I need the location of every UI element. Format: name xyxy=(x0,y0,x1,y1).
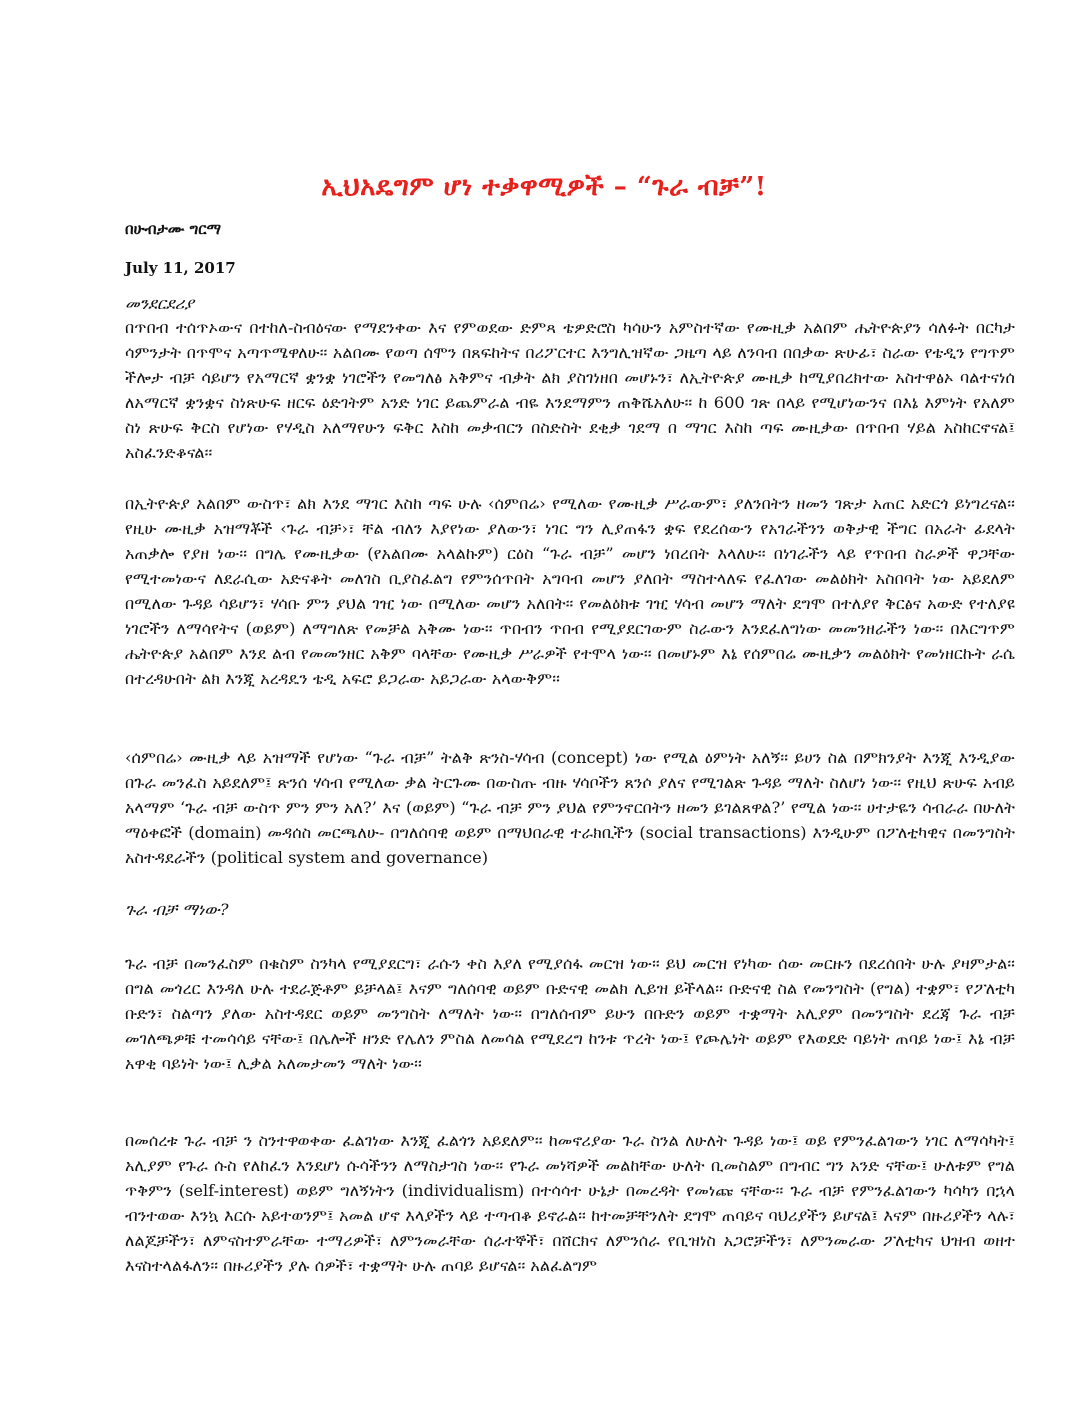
section-heading-who-is-gura: ጉራ ብቻ ማነው? xyxy=(125,900,229,919)
paragraph-definition: ጉራ ብቻ በመንፈስም በቁስም ስንካላ የሚያደርግ፣ ራሱን ቀስ እያለ የሚያሰፋ መርዝ ነው፡፡ ይህ መርዝ የነካው ሰው መርዙን በደረሰበት ሁሉ ያዛምታል፡፡ በግል መጎረር እንዳለ ሁሉ ተደራጅቶም ይቻላል፤ እናም ግለሰባዊ ወይም ቡድናዊ መልክ ሊይዝ ይችላል፡፡ ቡድናዊ ስል የመንግስት (የግል) ተቋም፣ የፖለቲካ ቡድን፣ ስልጣን ያለው አስተዳደር ወይም መንግስት ለማለት ነው፡፡ በግለሰብም ይሁን በቡድን ወይም ተቋማት አሊያም በመንግስት ደረጃ ጉራ ብቻ መገለጫዎቹ ተመሳሳይ ናቸው፤ በሌሎች ዘንድ የሌለን ምስል ለመሳል የሚደረግ ከንቱ ጥረት ነው፤ የጮሌነት ወይም የእወደድ ባይነት ጠባይ ነው፤ እኔ ብቻ አዋቂ ባይነት ነው፤ ሊቃል አለመታመን ማለት ነው፡፡ xyxy=(125,954,1015,1073)
document-title: ኢህአዴግም ሆነ ተቃዋሚዎች – “ጉራ ብቻ”! xyxy=(321,172,767,202)
intro-heading: መንደርደሪያ xyxy=(125,294,194,313)
paragraph-album: በኢትዮጵያ አልበም ውስጥ፣ ልክ እንደ ማገር እስከ ጣፍ ሁሉ ‹ሰምበሬ› የሚለው የሙዚቃ ሥራውም፣ ያለንበትን ዘመን ገጽታ አጠር አድርጎ ይነግረናል፡፡ የዚሁ ሙዚቃ አዝማቾች ‹ጉራ ብቻ›፣ ቸል ብለን እያየነው ያለውን፣ ነገር ግን ሊያጠፋን ቋፍ የደረሰውን የአገራችንን ወቅታዊ ችግር በአራት ፊደላት አጠቃሎ የያዘ ነው፡፡ በግሌ የሙዚቃው (የአልበሙ አላልኩም) ርዕስ “ጉራ ብቻ” መሆን ነበረበት እላለሁ፡፡ በነገራችን ላይ የጥበብ ስራዎች ዋጋቸው የሚተመነውና ለደራሲው አድናቆት መለገስ ቢያስፈልግ የምንሰጥበት አግባብ መሆን ያለበት ማስተላለፍ የፈለገው መልዕክት አስበባት ነው አይደለም በሚለው ጉዳይ ሳይሆን፣ ሃሳቡ ምን ያህል ገዢ ነው በሚለው መሆን አለበት፡፡ የመልዕክቱ ገዢ ሃሳብ መሆን ማለት ደግሞ በተለያየ ቅርፅና አውድ የተለያዩ ነገሮችን ለማሳየትና (ወይም) ለማግለጽ የመቻል አቅሙ ነው፡፡ ጥበብን ጥበብ የሚያደርገውም ስራውን እንደፈለግነው መመንዘራችን ነው፡፡ በእርግጥም ሔትዮጵያ አልበም እንደ ልብ የመመንዘር አቅም ባላቸው የሙዚቃ ሥራዎች የተሞላ ነው፡፡ በመሆኑም እኔ የሰምበሬ ሙዚቃን መልዕክት የመነዘርኩት ራሴ በተረዳሁበት ልክ እንጂ አረዳዴን ቴዲ አፍሮ ይጋራው አይጋራው አላውቅም፡፡ xyxy=(125,494,1015,688)
paragraph-basis: በመሰረቱ ጉራ ብቻ ን ስንተዋወቀው ፈልገነው እንጂ ፈልጎን አይደለም፡፡ ከመኖሪያው ጉራ ስንል ለሁለት ጉዳይ ነው፤ ወይ የምንፈልገውን ነገር ለማሳካት፤ አሊያም የጉራ ሱስ የለከፈን እንደሆነ ሱሳችንን ለማስታገስ ነው፡፡ የጉራ መነሻዎች መልከቸው ሁለት ቢመስልም በግብር ግን አንድ ናቸው፤ ሁለቱም የግል ጥቅምን (self-interest) ወይም ግለኝነትን (individualism) በተሳሳተ ሁኔታ በመረዳት የመነጩ ናቸው፡፡ ጉራ ብቻ የምንፈልገውን ካሳካን በኋላ ብንተወው እንኳ እርሱ አይተወንም፤ አመል ሆኖ እላያችን ላይ ተጣብቆ ይኖራል፡፡ ከተመቻቸንለት ደግሞ ጠባይና ባህሪያችን ይሆናል፤ እናም በዙሪያችን ላሉ፣ ለልጆቻችን፣ ለምናስተምራቸው ተማሪዎች፣ ለምንመራቸው ሰራተኞች፣ በሸርክና ለምንሰራ የቢዝነስ አጋሮቻችን፣ ለምንመራው ፖለቲካና ህዝብ ወዘተ እናስተላልፋለን፡፡ በዙሪያችን ያሉ ሰዎች፣ ተቋማት ሁሉ ጠባይ ይሆናል፡፡ አልፈልግም xyxy=(125,1131,1015,1275)
publish-date: July 11, 2017 xyxy=(125,259,236,277)
paragraph-intro: በጥበብ ተሰጥኦውና በተከለ-ስብዕናው የማደንቀው እና የምወደው ድምጻ ቴዎድሮስ ካሳሁን አምስተኛው የሙዚቃ አልበም ሔትዮጵያን ሳለፉት በርካታ ሳምንታት በጥሞና አጣጥሜዋለሁ፡፡ አልበሙ የወጣ ሰሞን በጸፍከትና በሪፖርተር እንግሊዝኛው ጋዜጣ ላይ ለንባብ በበቃው ጽሁፊ፣ ስራው የቴዲን የግጥም ችሎታ ብቻ ሳይሆን የአማርኛ ቋንቋ ነገሮችን የመግለፅ አቅምና ብቃት ልክ ያስገነዘበ መሆኑን፣ ለኢትዮጵያ ሙዚቃ ከሚያበረክተው አስተዋፅኦ ባልተናነሰ ለአማርኛ ቋንቋና ስነጽሁፍ ዘርፍ ዕድገትም አንድ ነገር ይጨምራል ብዬ እንደማምን ጠቅሼአለሁ፡፡ ከ 600 ገጽ በላይ የሚሆነውንና በእኔ እምነት የአለም ስነ ጽሁፍ ቅርስ የሆነው የሃዲስ አለማየሁን ፍቅር እስከ መቃብርን በስድስት ደቂቃ ገደማ በ ማገር እስከ ጣፍ ሙዚቃው በጥበብ ሃይል አስከርኖናል፤ አስፈንድቆናል፡፡ xyxy=(125,318,1015,462)
paragraph-concept: ‹ሰምበሬ› ሙዚቃ ላይ አዝማች የሆነው “ጉራ ብቻ” ትልቅ ጽንስ-ሃሳብ (concept) ነው የሚል ዕምነት አለኝ፡፡ ይሀን ስል በምክንያት እንጂ እንዲያው በጉራ መንፈስ አይደለም፤ ጽንሰ ሃሳብ የሚለው ቃል ትርጉሙ በውስጡ ብዙ ሃሳቦችን ጸንሶ ያለና የሚገልጽ ጉዳይ ማለት ስለሆነ ነው፡፡ የዚህ ጽሁፍ አብይ አላማም ‘ጉራ ብቻ ውስጥ ምን ምን አለ?’ እና (ወይም) “ጉራ ብቻ ምን ያህል የምንኖርበትን ዘመን ይገልጸዋል?’ የሚል ነው፡፡ ሀተታዬን ሳብራራ በሁለት ማዕቀፎች (domain) መዳሰስ መርጫለሁ- በግለሰባዊ ወይም በማህበራዊ ተራክቢችን (social transactions) እንዲሁም በፖለቲካዊና በመንግስት አስተዳደራችን (political system and governance) xyxy=(125,748,1015,867)
author-line: በሁብታሙ ግርማ xyxy=(125,220,222,238)
